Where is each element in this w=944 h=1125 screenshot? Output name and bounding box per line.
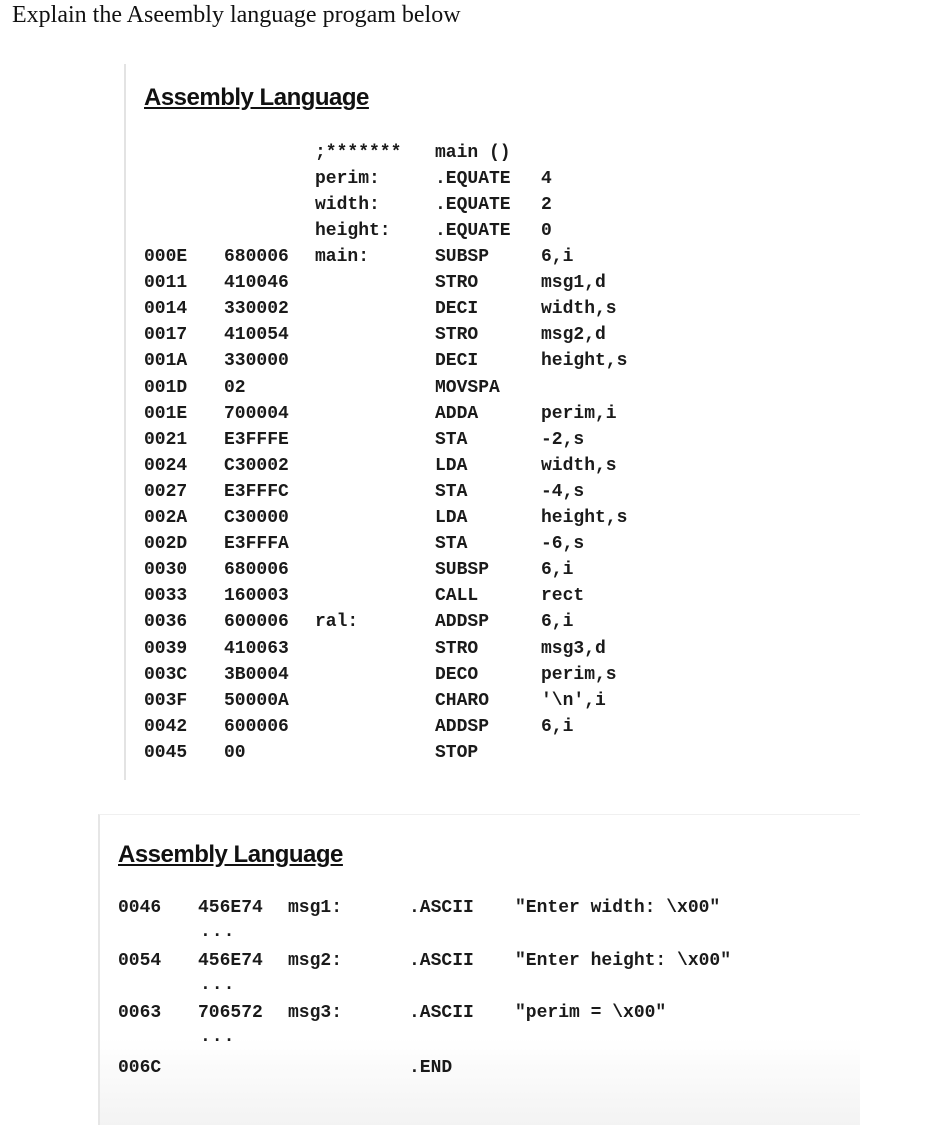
address: 0030 (144, 560, 188, 581)
object-code: 50000A (224, 690, 289, 711)
address: 0045 (144, 742, 188, 763)
header-value: 0 (541, 221, 552, 242)
string-literal: "Enter width: \x00" (515, 898, 721, 918)
directive: .ASCII (409, 950, 474, 971)
header-directive: .EQUATE (435, 195, 511, 216)
operand: msg3,d (541, 638, 606, 659)
mnemonic: STRO (435, 325, 479, 346)
string-literal: "Enter height: \x00" (515, 950, 732, 971)
address: 0054 (118, 950, 162, 971)
object-code: 706572 (198, 1003, 263, 1023)
operand: height,s (541, 508, 628, 528)
question-text: Explain the Aseembly language progam below (12, 2, 461, 28)
ellipsis: ... (200, 974, 236, 995)
address: 0017 (144, 325, 188, 346)
operand: -2,s (541, 429, 585, 450)
mnemonic: LDA (435, 455, 468, 476)
symbol-label: main: (315, 247, 370, 267)
mnemonic: LDA (435, 508, 468, 528)
address: 002D (144, 534, 188, 555)
object-code: E3FFFA (224, 534, 289, 555)
panel2-heading: Assembly Language (118, 841, 343, 868)
object-code: E3FFFE (224, 429, 289, 450)
address: 0033 (144, 586, 188, 607)
address: 0021 (144, 429, 188, 450)
mnemonic: STA (435, 429, 468, 450)
address: 006C (118, 1057, 162, 1078)
directive: .ASCII (409, 898, 474, 918)
address: 003C (144, 664, 188, 685)
mnemonic: STA (435, 534, 468, 555)
object-code: 160003 (224, 586, 289, 607)
panel1-heading: Assembly Language (144, 84, 369, 111)
directive: .ASCII (409, 1003, 474, 1023)
operand: msg1,d (541, 273, 606, 294)
address: 0036 (144, 612, 188, 633)
object-code: 680006 (224, 560, 289, 581)
object-code: 02 (224, 377, 246, 398)
operand: '\n',i (541, 690, 606, 711)
address: 001A (144, 351, 188, 372)
object-code: 600006 (224, 612, 289, 633)
mnemonic: ADDSP (435, 716, 490, 737)
object-code: 456E74 (198, 898, 263, 918)
string-literal: "perim = \x00" (515, 1003, 667, 1023)
address: 0039 (144, 638, 188, 659)
operand: height,s (541, 351, 628, 372)
operand: 6,i (541, 247, 574, 267)
symbol-label: msg2: (288, 950, 343, 971)
mnemonic: DECI (435, 351, 479, 372)
address: 001D (144, 377, 188, 398)
operand: perim,i (541, 403, 617, 424)
object-code: E3FFFC (224, 481, 289, 502)
operand: msg2,d (541, 325, 606, 346)
header-label: ;******* (315, 143, 402, 163)
operand: -4,s (541, 481, 585, 502)
object-code: 456E74 (198, 950, 263, 971)
mnemonic: SUBSP (435, 560, 490, 581)
mnemonic: CHARO (435, 690, 490, 711)
ellipsis: ... (200, 922, 236, 942)
operand: -6,s (541, 534, 585, 555)
operand: width,s (541, 299, 617, 320)
address: 0046 (118, 898, 162, 918)
address: 0063 (118, 1003, 162, 1023)
operand: width,s (541, 455, 617, 476)
address: 0011 (144, 273, 188, 294)
operand: perim,s (541, 664, 617, 685)
ellipsis: ... (200, 1027, 236, 1047)
address: 0042 (144, 716, 188, 737)
address: 0027 (144, 481, 188, 502)
mnemonic: DECO (435, 664, 479, 685)
header-directive: main () (435, 143, 511, 163)
header-label: perim: (315, 169, 380, 190)
mnemonic: ADDA (435, 403, 479, 424)
header-value: 4 (541, 169, 552, 190)
operand: 6,i (541, 716, 574, 737)
object-code: 3B0004 (224, 664, 289, 685)
mnemonic: SUBSP (435, 247, 490, 267)
mnemonic: STRO (435, 638, 479, 659)
object-code: C30000 (224, 508, 289, 528)
mnemonic: STA (435, 481, 468, 502)
mnemonic: MOVSPA (435, 377, 500, 398)
object-code: 700004 (224, 403, 289, 424)
object-code: 600006 (224, 716, 289, 737)
address: 0014 (144, 299, 188, 320)
object-code: 410063 (224, 638, 289, 659)
address: 001E (144, 403, 188, 424)
directive: .END (409, 1057, 453, 1078)
symbol-label: ral: (315, 612, 359, 633)
address: 000E (144, 247, 188, 267)
symbol-label: msg1: (288, 898, 343, 918)
operand: 6,i (541, 612, 574, 633)
mnemonic: ADDSP (435, 612, 490, 633)
object-code: C30002 (224, 455, 289, 476)
operand: 6,i (541, 560, 574, 581)
header-directive: .EQUATE (435, 221, 511, 242)
mnemonic: STOP (435, 742, 479, 763)
object-code: 330000 (224, 351, 289, 372)
operand: rect (541, 586, 585, 607)
object-code: 410054 (224, 325, 289, 346)
object-code: 410046 (224, 273, 289, 294)
object-code: 680006 (224, 247, 289, 267)
address: 003F (144, 690, 188, 711)
header-label: width: (315, 195, 380, 216)
mnemonic: DECI (435, 299, 479, 320)
object-code: 330002 (224, 299, 289, 320)
mnemonic: STRO (435, 273, 479, 294)
header-directive: .EQUATE (435, 169, 511, 190)
symbol-label: msg3: (288, 1003, 343, 1023)
object-code: 00 (224, 742, 246, 763)
header-label: height: (315, 221, 391, 242)
header-value: 2 (541, 195, 552, 216)
address: 0024 (144, 455, 188, 476)
mnemonic: CALL (435, 586, 479, 607)
address: 002A (144, 508, 188, 528)
